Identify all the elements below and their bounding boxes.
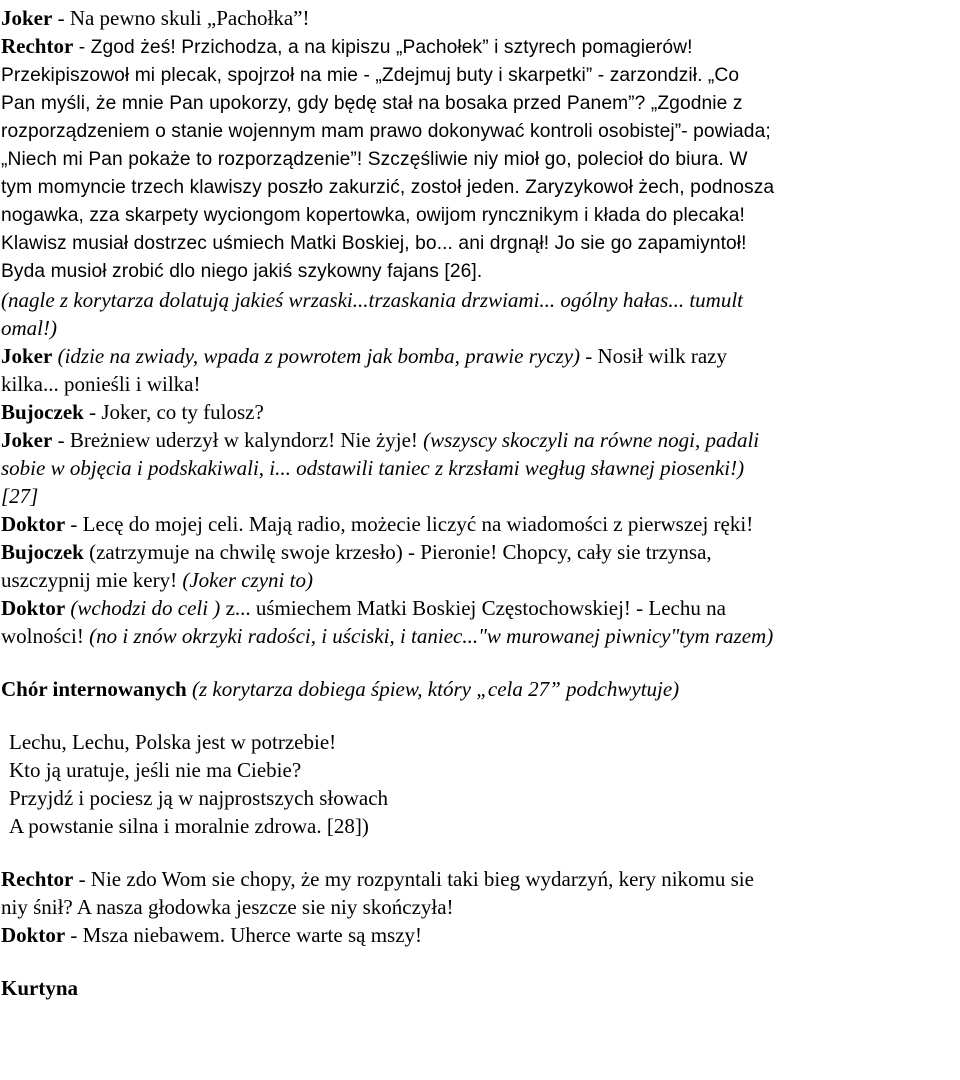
spacer: [1, 650, 960, 675]
text-line: [1, 146, 960, 174]
line-text: „Niech mi Pan pokaże to rozporządzenie”!: [1, 149, 368, 170]
stage-direction: omal!): [1, 316, 57, 340]
dialogue-line: [1, 426, 960, 454]
dialogue-line: [1, 865, 960, 893]
verse-line: Lechu, Lechu, Polska jest w potrzebie!: [9, 730, 337, 754]
speaker-name: Chór internowanych: [1, 677, 187, 701]
text-line: Klawisz musiał dostrzec uśmiech Matki Boskiej, bo... ani drgnął! Jo sie go zapamiyntoł!: [1, 233, 747, 254]
dialogue-line: [1, 538, 960, 566]
dialogue-line: [1, 342, 960, 370]
dialogue-line: [1, 510, 960, 538]
stage-direction: sobie w objęcia i podskakiwali, i... odstawili taniec z krzsłami wegług sławnej piosenki!): [1, 456, 745, 480]
speaker-name: Rechtor: [1, 867, 74, 891]
verse-line: Kto ją uratuje, jeśli nie ma Ciebie?: [9, 758, 302, 782]
line-text: (zatrzymuje na chwilę swoje krzesło) - Pieronie! Chopcy, cały sie trzynsa,: [83, 540, 712, 564]
dialogue-line: [1, 921, 960, 949]
text-line: [1, 566, 960, 594]
line-text: - Lecę do mojej celi. Mają radio, możecie liczyć na wiadomości z pierwszej ręki!: [65, 512, 754, 536]
text-line: niy śnił? A nasza głodowka jeszcze sie niy skończyła!: [1, 895, 454, 919]
spacer: [1, 840, 960, 865]
line-text: wolności!: [1, 624, 90, 648]
text-line: Pan myśli, że mnie Pan upokorzy, gdy będę stał na bosaka przed Panem”? „Zgodnie z: [1, 93, 743, 114]
line-text: z... uśmiechem Matki Boskiej Częstochowskiej! - Lechu na: [225, 596, 726, 620]
stage-direction: (Joker czyni to): [182, 568, 313, 592]
line-text: uszczypnij mie kery!: [1, 568, 183, 592]
speaker-name: Doktor: [1, 596, 66, 620]
line-text: - Joker, co ty fulosz?: [83, 400, 264, 424]
dialogue-block-2: [1, 342, 960, 650]
dialogue-line: [1, 4, 960, 32]
dialogue-line: [1, 594, 960, 622]
stage-direction: (z korytarza dobiega śpiew, który „cela 27” podchwytuje): [186, 677, 680, 701]
dialogue-line: [1, 398, 960, 426]
text-line: kilka... ponieśli i wilka!: [1, 372, 201, 396]
dialogue-line: [1, 675, 960, 703]
speaker-name: Joker: [1, 344, 53, 368]
line-text: - Nosił wilk razy: [580, 344, 727, 368]
text-line: rozporządzeniem o stanie wojennym mam prawo dokonywać kontroli osobistej”- powiada;: [1, 121, 771, 142]
text-line: tym momyncie trzech klawiszy poszło zakurzić, zostoł jeden. Zaryzykowoł żech, podnosza: [1, 177, 775, 198]
speaker-name: Joker: [1, 6, 53, 30]
stage-direction: [27]: [1, 484, 39, 508]
text-line: nogawka, zza skarpety wyciongom kopertowka, owijom ryncznikym i kłada do plecaka!: [1, 205, 745, 226]
speaker-name: Bujoczek: [1, 540, 84, 564]
line-text: Szczęśliwie niy mioł go, polecioł do biura. W: [367, 149, 748, 170]
stage-direction: (wszyscy skoczyli na równe nogi, padali: [423, 428, 760, 452]
speaker-name: Doktor: [1, 923, 66, 947]
text-line: Przekipiszowoł mi plecak, spojrzoł na mie - „Zdejmuj buty i skarpetki” - zarzondził. „Co: [1, 65, 740, 86]
dialogue-block-1: [1, 4, 960, 342]
speaker-name: Joker: [1, 428, 53, 452]
line-text: - Msza niebawem. Uherce warte są mszy!: [65, 923, 423, 947]
choir-heading: [1, 675, 960, 703]
stage-direction: (idzie na zwiady, wpada z powrotem jak bomba, prawie ryczy): [52, 344, 581, 368]
spacer: [1, 949, 960, 974]
line-text: - Nie zdo Wom sie chopy, że my rozpyntali taki bieg wydarzyń, kery nikomu sie: [73, 867, 754, 891]
text-line: [1, 622, 960, 650]
curtain-heading: Kurtyna: [1, 976, 79, 1000]
speaker-name: Bujoczek: [1, 400, 84, 424]
song-verse: [1, 728, 960, 840]
text-line: Byda musioł zrobić dlo niego jakiś szykowny fajans [26].: [1, 261, 483, 282]
speaker-name: Doktor: [1, 512, 66, 536]
line-text: - Zgod żeś! Przichodza, a na kipiszu „Pachołek” i sztyrech pomagierów!: [73, 37, 693, 58]
speaker-name: Rechtor: [1, 34, 74, 58]
verse-line: Przyjdź i pociesz ją w najprostszych słowach: [9, 786, 389, 810]
line-text: - Na pewno skuli „Pachołka”!: [52, 6, 310, 30]
dialogue-block-3: [1, 865, 960, 949]
spacer: [1, 703, 960, 728]
dialogue-line: [1, 32, 960, 62]
stage-direction: (wchodzi do celi ): [65, 596, 226, 620]
verse-line: A powstanie silna i moralnie zdrowa. [28]): [9, 814, 369, 838]
line-text: - Breżniew uderzył w kalyndorz! Nie żyje!: [52, 428, 424, 452]
stage-direction: (no i znów okrzyki radości, i uściski, i taniec..."w murowanej piwnicy"tym razem): [89, 624, 774, 648]
stage-direction: (nagle z korytarza dolatują jakieś wrzaski...trzaskania drzwiami... ogólny hałas... tumult: [1, 288, 744, 312]
